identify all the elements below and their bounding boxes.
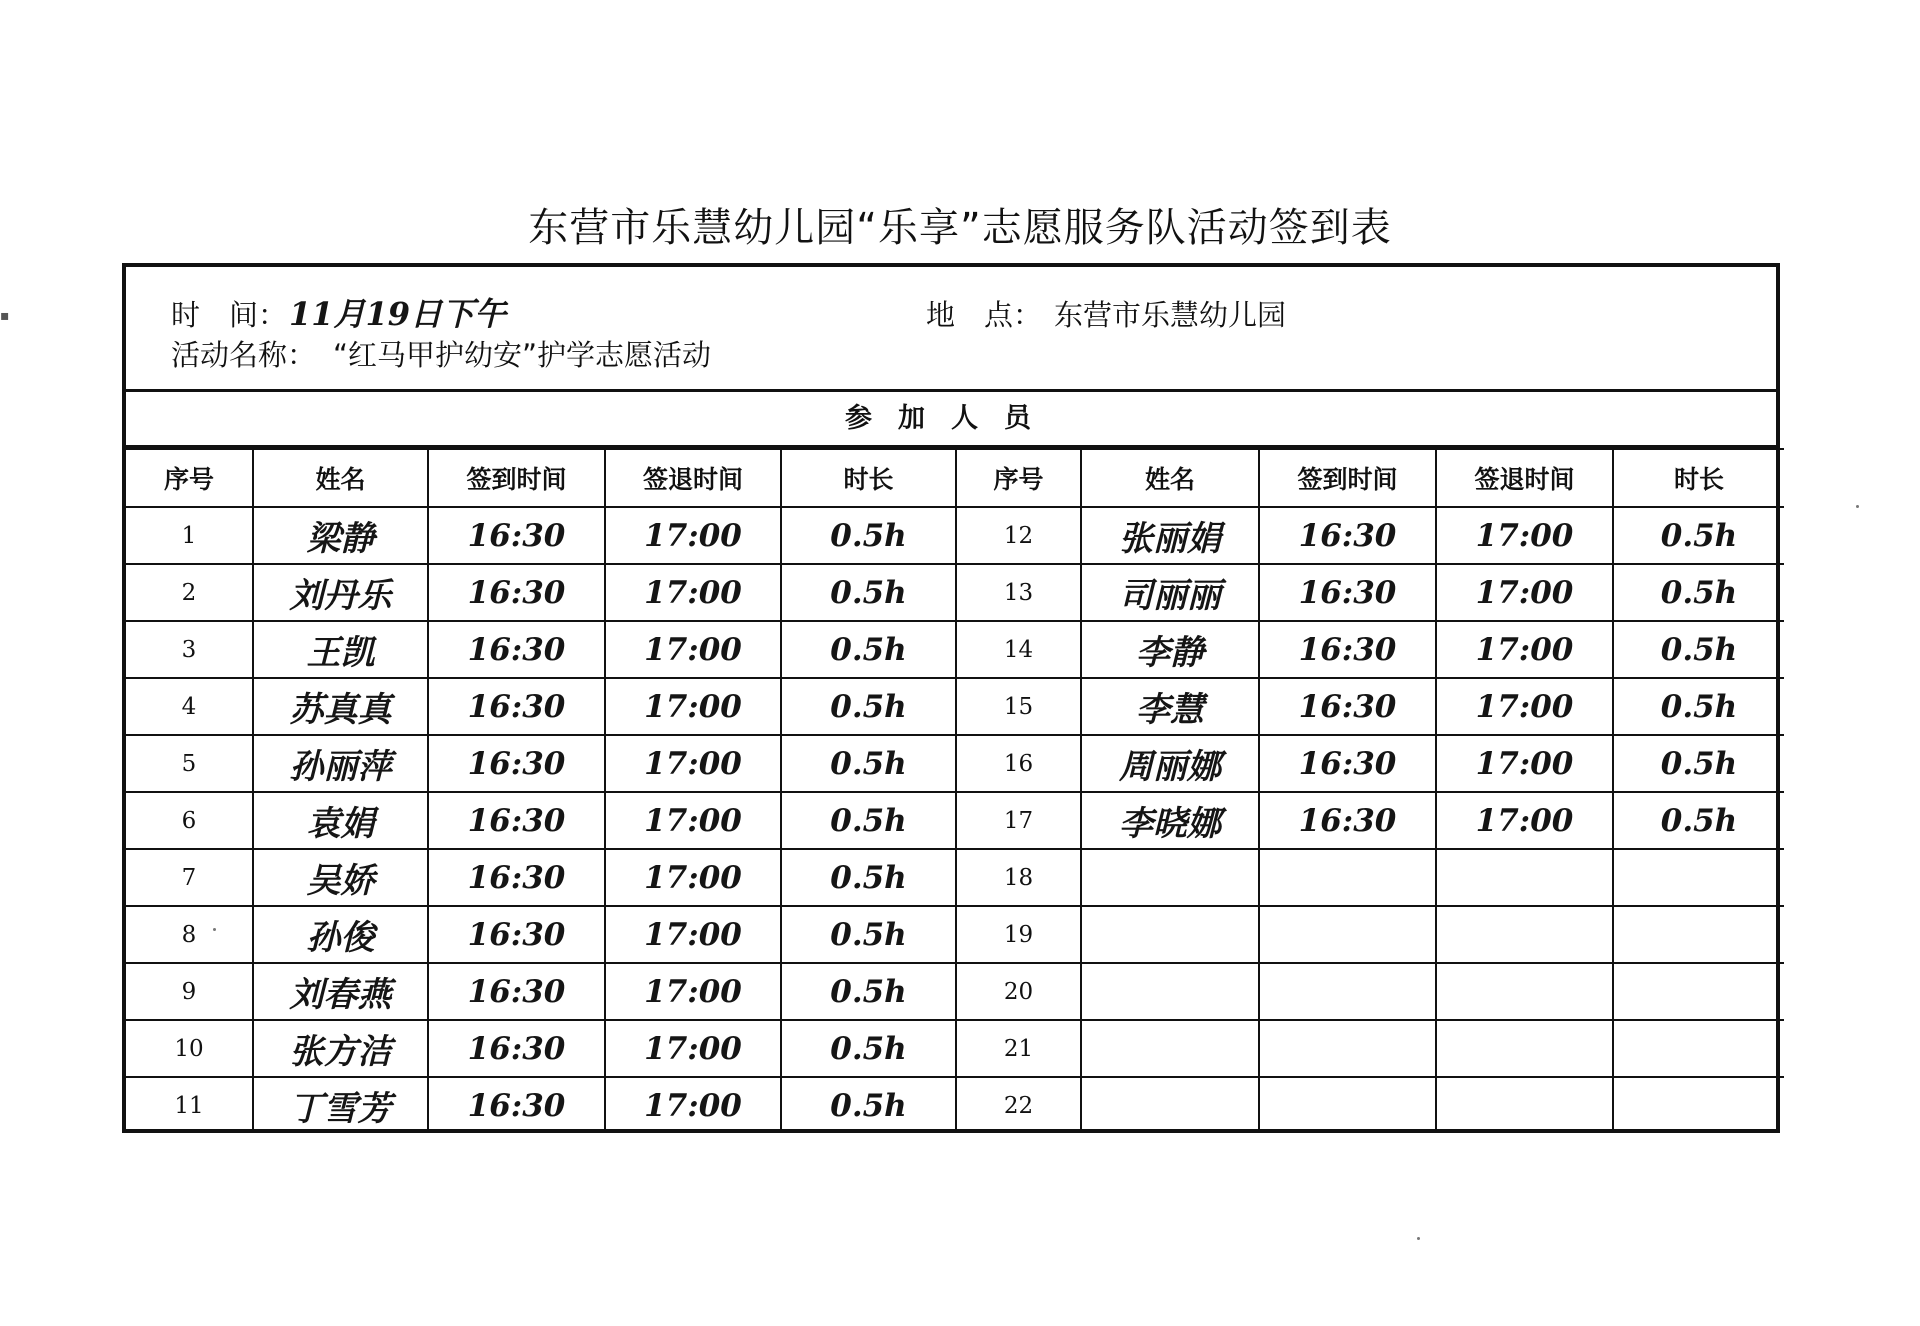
duration-cell (1613, 963, 1784, 1020)
table-row (126, 621, 1784, 678)
signature-name-cell (1081, 849, 1259, 906)
duration-cell: 0.5h (781, 963, 956, 1020)
sign-in-time-cell: 16:30 (428, 1020, 605, 1077)
sign-out-time-cell (1436, 1077, 1613, 1133)
sign-out-time-cell: 17:00 (1436, 735, 1613, 792)
signature-name-cell: 吴娇 (253, 849, 428, 906)
section-title: 参加人员 (126, 392, 1776, 448)
sign-out-time-cell: 17:00 (1436, 621, 1613, 678)
edge-mark: ▪ (0, 308, 10, 324)
column-header: 姓名 (1081, 449, 1259, 507)
sign-in-time-cell (1259, 906, 1436, 963)
signature-name-cell: 李慧 (1081, 678, 1259, 735)
sign-out-time-cell: 17:00 (605, 678, 781, 735)
place-value: 东营市乐慧幼儿园 (1054, 298, 1287, 332)
sign-out-time-cell: 17:00 (605, 507, 781, 564)
row-number-cell: 18 (956, 849, 1081, 906)
sign-out-time-cell: 17:00 (605, 1020, 781, 1077)
duration-cell: 0.5h (1613, 735, 1784, 792)
sign-in-time-cell: 16:30 (428, 963, 605, 1020)
duration-cell: 0.5h (781, 792, 956, 849)
signature-name-cell: 李晓娜 (1081, 792, 1259, 849)
sheet-title: 东营市乐慧幼儿园“乐享”志愿服务队活动签到表 (528, 205, 1392, 251)
signature-name-cell (1081, 1020, 1259, 1077)
signature-name-cell (1081, 906, 1259, 963)
table-row (126, 735, 1784, 792)
row-number-cell: 14 (956, 621, 1081, 678)
signature-name-cell: 刘丹乐 (253, 564, 428, 621)
sign-in-time-cell (1259, 963, 1436, 1020)
table-row (126, 678, 1784, 735)
duration-cell: 0.5h (1613, 621, 1784, 678)
sign-in-time-cell: 16:30 (428, 564, 605, 621)
sign-out-time-cell: 17:00 (1436, 792, 1613, 849)
sign-out-time-cell (1436, 906, 1613, 963)
signature-name-cell: 张方洁 (253, 1020, 428, 1077)
sign-in-time-cell: 16:30 (1259, 678, 1436, 735)
row-number-cell: 9 (126, 963, 253, 1020)
duration-cell: 0.5h (781, 735, 956, 792)
header-row (126, 449, 1784, 507)
row-number-cell: 8 (126, 906, 253, 963)
sign-out-time-cell: 17:00 (605, 621, 781, 678)
scan-speck (1856, 505, 1859, 508)
duration-cell: 0.5h (781, 678, 956, 735)
sign-in-time-cell: 16:30 (1259, 507, 1436, 564)
column-header: 时长 (781, 449, 956, 507)
column-header: 签退时间 (1436, 449, 1613, 507)
duration-cell: 0.5h (781, 849, 956, 906)
sign-in-time-cell: 16:30 (1259, 735, 1436, 792)
signature-name-cell: 刘春燕 (253, 963, 428, 1020)
column-header: 序号 (956, 449, 1081, 507)
sign-in-time-cell: 16:30 (428, 507, 605, 564)
sign-out-time-cell: 17:00 (605, 1077, 781, 1133)
signin-form (122, 263, 1780, 1133)
duration-cell: 0.5h (1613, 507, 1784, 564)
sign-in-time-cell: 16:30 (428, 849, 605, 906)
sign-in-time-cell (1259, 849, 1436, 906)
sign-out-time-cell (1436, 1020, 1613, 1077)
sign-out-time-cell: 17:00 (605, 792, 781, 849)
sign-in-time-cell (1259, 1077, 1436, 1133)
row-number-cell: 16 (956, 735, 1081, 792)
column-header: 时长 (1613, 449, 1784, 507)
table-body (126, 507, 1784, 1133)
sign-in-time-cell: 16:30 (428, 678, 605, 735)
duration-cell: 0.5h (781, 1077, 956, 1133)
signature-name-cell (1081, 963, 1259, 1020)
row-number-cell: 21 (956, 1020, 1081, 1077)
info-panel (126, 267, 1776, 392)
duration-cell: 0.5h (1613, 792, 1784, 849)
activity-label: 活动名称： (171, 338, 317, 372)
column-header: 姓名 (253, 449, 428, 507)
duration-cell (1613, 906, 1784, 963)
signature-name-cell: 孙丽萍 (253, 735, 428, 792)
sign-in-time-cell: 16:30 (428, 621, 605, 678)
signature-name-cell: 袁娟 (253, 792, 428, 849)
table-row (126, 906, 1784, 963)
signature-name-cell: 苏真真 (253, 678, 428, 735)
time-label: 时 间： (171, 298, 288, 332)
sign-in-time-cell: 16:30 (1259, 621, 1436, 678)
sign-in-time-cell: 16:30 (1259, 792, 1436, 849)
row-number-cell: 7 (126, 849, 253, 906)
activity-value: “红马甲护幼安”护学志愿活动 (333, 338, 712, 372)
sign-in-time-cell: 16:30 (428, 735, 605, 792)
row-number-cell: 12 (956, 507, 1081, 564)
sign-in-time-cell: 16:30 (428, 1077, 605, 1133)
row-number-cell: 13 (956, 564, 1081, 621)
duration-cell: 0.5h (1613, 564, 1784, 621)
signature-name-cell: 梁静 (253, 507, 428, 564)
sign-out-time-cell: 17:00 (605, 735, 781, 792)
row-number-cell: 19 (956, 906, 1081, 963)
table-row (126, 1020, 1784, 1077)
row-number-cell: 22 (956, 1077, 1081, 1133)
sign-in-time-cell: 16:30 (428, 792, 605, 849)
duration-cell: 0.5h (781, 906, 956, 963)
table-row (126, 849, 1784, 906)
sign-out-time-cell (1436, 963, 1613, 1020)
table-row (126, 963, 1784, 1020)
duration-cell: 0.5h (781, 621, 956, 678)
column-header: 签到时间 (1259, 449, 1436, 507)
signature-name-cell: 王凯 (253, 621, 428, 678)
scan-speck (1417, 1237, 1420, 1240)
row-number-cell: 15 (956, 678, 1081, 735)
row-number-cell: 3 (126, 621, 253, 678)
sign-out-time-cell: 17:00 (1436, 678, 1613, 735)
table-row (126, 507, 1784, 564)
scan-speck (213, 928, 216, 931)
row-number-cell: 20 (956, 963, 1081, 1020)
place-label: 地 点： (926, 298, 1043, 332)
attendance-table (126, 448, 1784, 1133)
duration-cell (1613, 1020, 1784, 1077)
duration-cell: 0.5h (1613, 678, 1784, 735)
time-value: 11月19日下午 (289, 295, 507, 333)
signature-name-cell: 周丽娜 (1081, 735, 1259, 792)
row-number-cell: 2 (126, 564, 253, 621)
table-row (126, 1077, 1784, 1133)
sign-out-time-cell: 17:00 (605, 906, 781, 963)
row-number-cell: 17 (956, 792, 1081, 849)
row-number-cell: 1 (126, 507, 253, 564)
sign-out-time-cell (1436, 849, 1613, 906)
row-number-cell: 5 (126, 735, 253, 792)
sign-in-time-cell (1259, 1020, 1436, 1077)
column-header: 签退时间 (605, 449, 781, 507)
column-header: 签到时间 (428, 449, 605, 507)
sign-out-time-cell: 17:00 (1436, 507, 1613, 564)
signature-name-cell: 丁雪芳 (253, 1077, 428, 1133)
row-number-cell: 11 (126, 1077, 253, 1133)
row-number-cell: 6 (126, 792, 253, 849)
duration-cell: 0.5h (781, 564, 956, 621)
sign-out-time-cell: 17:00 (605, 849, 781, 906)
duration-cell (1613, 849, 1784, 906)
signature-name-cell (1081, 1077, 1259, 1133)
sign-out-time-cell: 17:00 (1436, 564, 1613, 621)
signature-name-cell: 李静 (1081, 621, 1259, 678)
duration-cell (1613, 1077, 1784, 1133)
duration-cell: 0.5h (781, 1020, 956, 1077)
duration-cell: 0.5h (781, 507, 956, 564)
column-header: 序号 (126, 449, 253, 507)
sign-out-time-cell: 17:00 (605, 963, 781, 1020)
signature-name-cell: 张丽娟 (1081, 507, 1259, 564)
table-row (126, 792, 1784, 849)
row-number-cell: 10 (126, 1020, 253, 1077)
sign-in-time-cell: 16:30 (1259, 564, 1436, 621)
signature-name-cell: 孙俊 (253, 906, 428, 963)
row-number-cell: 4 (126, 678, 253, 735)
table-row (126, 564, 1784, 621)
signature-name-cell: 司丽丽 (1081, 564, 1259, 621)
sign-in-time-cell: 16:30 (428, 906, 605, 963)
sign-out-time-cell: 17:00 (605, 564, 781, 621)
